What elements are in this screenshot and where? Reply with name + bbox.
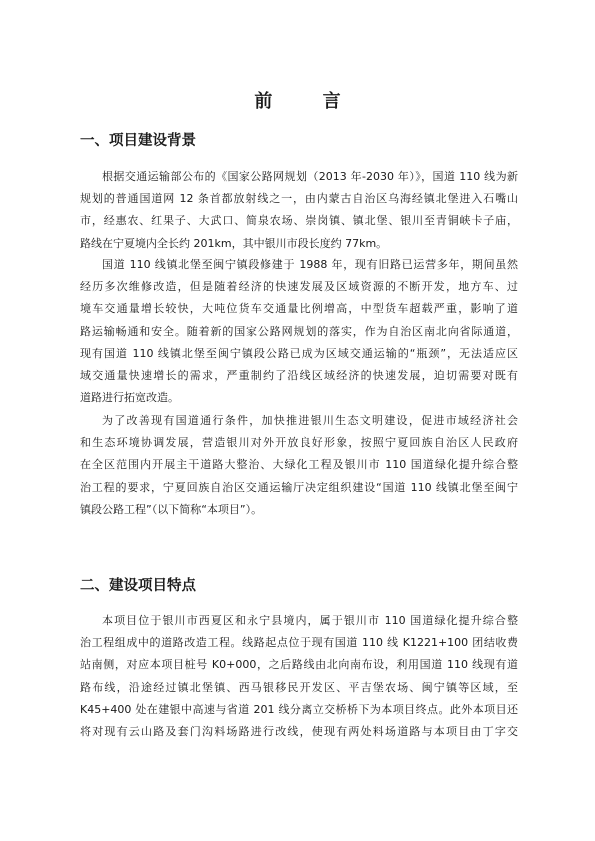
text-line: 境车交通量增长较快，大吨位货车交通量比例增高，中型货车超载严重，影响了道 — [80, 302, 518, 316]
paragraph-3 — [80, 410, 518, 521]
paragraph-2 — [80, 254, 518, 409]
text-line: 治工程组成中的道路改造工程。线路起点位于现有国道 110 线 K1221+100 团结收费 — [80, 636, 518, 650]
page-title: 前 言 — [254, 91, 363, 112]
text-line: K45+400 处在建银中高速与省道 201 线分离立交桥桥下为本项目终点。此外本项目还 — [80, 702, 518, 716]
paragraph-1 — [80, 166, 518, 255]
text-line: 市，经惠农、红果子、大武口、简泉农场、崇岗镇、镇北堡、银川至青铜峡卡子庙， — [80, 214, 518, 228]
text-line: 路布线，沿途经过镇北堡镇、西马银移民开发区、平吉堡农场、闽宁镇等区域，至 — [80, 680, 518, 694]
text-line: 本项目位于银川市西夏区和永宁县境内，属于银川市 110 国道绿化提升综合整 — [102, 614, 518, 627]
section-heading-features: 二、建设项目特点 — [80, 578, 196, 594]
text-line: 国道 110 线镇北堡至闽宁镇段修建于 1988 年，现有旧路已运营多年，期间虽然 — [102, 258, 518, 271]
text-line: 和生态环境协调发展，营造银川对外开放良好形象，按照宁夏回族自治区人民政府 — [80, 436, 518, 450]
text-line: 域交通量快速增长的需求，严重制约了沿线区域经济的快速发展，迫切需要对既有 — [80, 368, 518, 382]
text-line: 路线在宁夏境内全长约 201km，其中银川市段长度约 77km。 — [80, 236, 388, 250]
text-line: 镇段公路工程”（以下简称“本项目”）。 — [80, 502, 263, 516]
text-line: 根据交通运输部公布的《国家公路网规划（2013 年-2030 年）》，国道 110 线为新 — [102, 170, 518, 183]
section-heading-background: 一、项目建设背景 — [80, 133, 196, 149]
text-line: 道路进行拓宽改造。 — [80, 391, 179, 405]
text-line: 在全区范围内开展主干道路大整治、大绿化工程及银川市 110 国道绿化提升综合整 — [80, 458, 518, 472]
text-line: 规划的普通国道网 12 条首都放射线之一，由内蒙古自治区乌海经镇北堡进入石嘴山 — [80, 192, 518, 206]
text-line: 站南侧，对应本项目桩号 K0+000，之后路线由北向南布设，利用国道 110 线现有道 — [80, 658, 518, 672]
text-line: 将对现有云山路及套门沟料场路进行改线，使现有两处料场道路与本项目由丁字交 — [80, 724, 518, 738]
paragraph-4 — [80, 610, 518, 743]
text-line: 为了改善现有国道通行条件，加快推进银川生态文明建设，促进市域经济社会 — [102, 414, 518, 427]
text-line: 经历多次维修改造，但是随着经济的快速发展及区域资源的不断开发，地方车、过 — [80, 280, 518, 294]
text-line: 现有国道 110 线镇北堡至闽宁镇段公路已成为区域交通运输的“瓶颈”，无法适应区 — [80, 346, 518, 360]
text-line: 治工程的要求，宁夏回族自治区交通运输厅决定组织建设“国道 110 线镇北堡至闽宁 — [80, 480, 518, 494]
text-line: 路运输畅通和安全。随着新的国家公路网规划的落实，作为自治区南北向省际通道， — [80, 324, 518, 338]
